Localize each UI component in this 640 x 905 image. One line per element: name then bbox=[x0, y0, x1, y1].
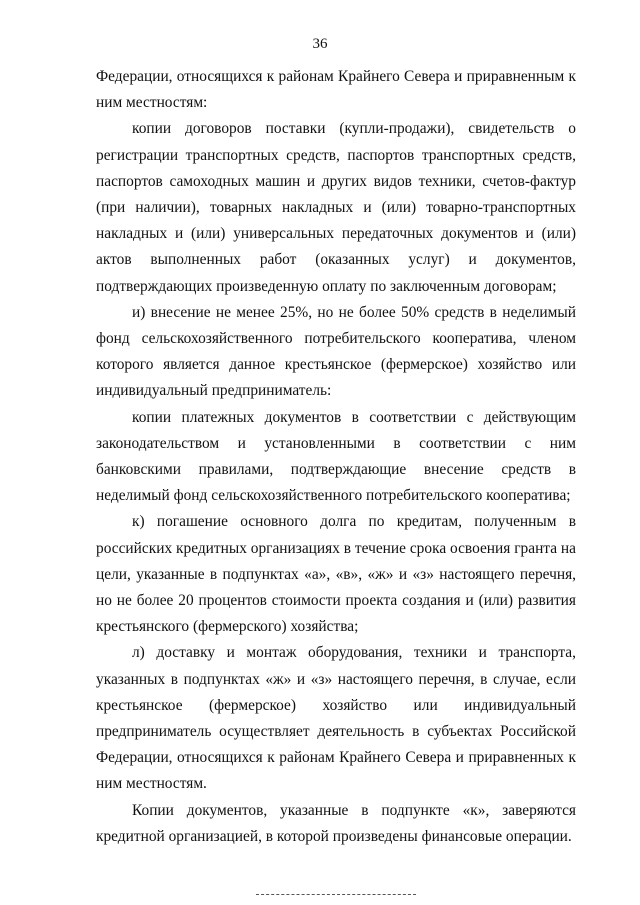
paragraph-contract-copies: копии договоров поставки (купли-продажи), свидетельств о регистрации транспортных средств, паспортов транспортных средств, паспортов самоходных машин и других видов техники, счетов-фактур (при наличии), товарных накладных и (или) товарно-транспортных накладных и (или) универсальных передаточных документов и (или) актов выполненных работ (оказанных услуг) и документов, подтверждающих произведенную оплату по заключенным договорам; bbox=[96, 120, 576, 295]
document-body bbox=[96, 64, 576, 850]
paragraph-continuation: Федерации, относящихся к районам Крайнего Севера и приравненным к ним местностям: bbox=[96, 68, 576, 112]
paragraph-item-l: л) доставку и монтаж оборудования, техники и транспорта, указанных в подпунктах «ж» и «з» настоящего перечня, в случае, если крестьянское (фермерское) хозяйство или индивидуальный предприниматель осуществляет деятельность в субъектах Российской Федерации, относящихся к районам Крайнего Севера и приравненных к ним местностям. bbox=[96, 644, 576, 793]
paragraph-payment-documents: копии платежных документов в соответствии с действующим законодательством и установленными в соответствии с ним банковскими правилами, подтверждающие внесение средств в неделимый фонд сельскохозяйственного потребительского кооператива; bbox=[96, 408, 576, 505]
paragraph-certification-note: Копии документов, указанные в подпункте «к», заверяются кредитной организацией, в которой произведены финансовые операции. bbox=[96, 801, 576, 845]
paragraph-item-k: к) погашение основного долга по кредитам, полученным в российских кредитных организациях в течение срока освоения гранта на цели, указанные в подпунктах «а», «в», «ж» и «з» настоящего перечня, но не более 20 процентов стоимости проекта создания и (или) развития крестьянского (фермерского) хозяйства; bbox=[96, 513, 576, 636]
footer-divider bbox=[256, 894, 416, 895]
page-number: 36 bbox=[312, 36, 328, 52]
paragraph-item-i: и) внесение не менее 25%, но не более 50% средств в неделимый фонд сельскохозяйственного потребительского кооператива, членом которого является данное крестьянское (фермерское) хозяйство или индивидуальный предприниматель: bbox=[96, 303, 576, 400]
